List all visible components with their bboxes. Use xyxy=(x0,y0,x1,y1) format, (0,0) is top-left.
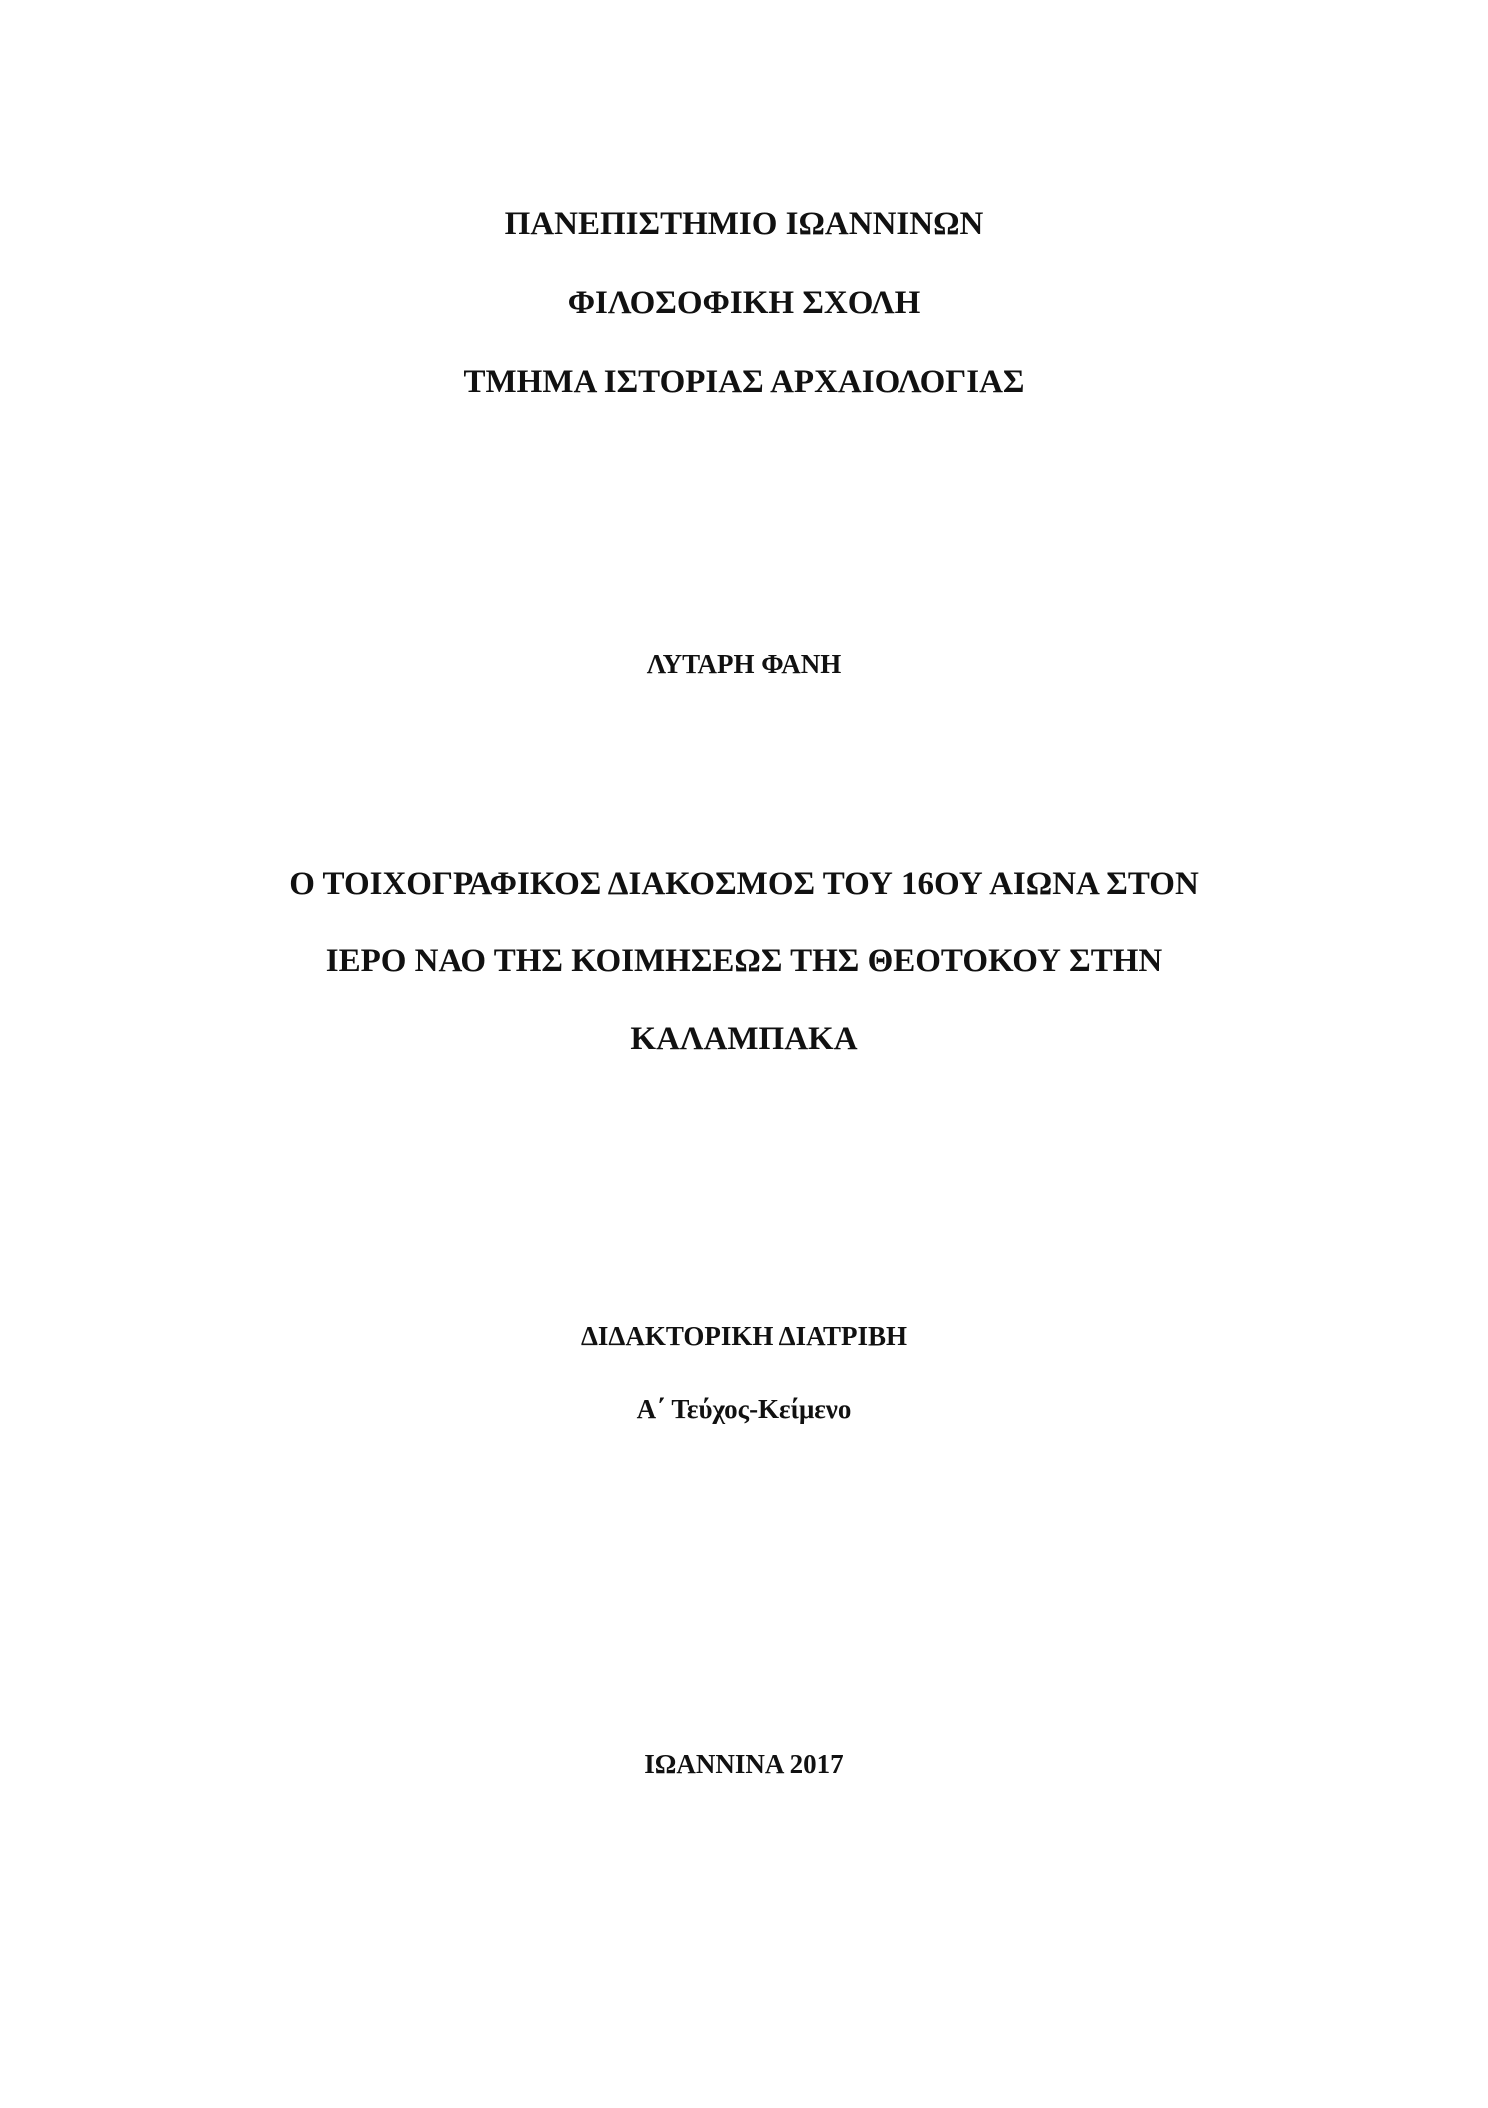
department-name: ΤΜΗΜΑ ΙΣΤΟΡΙΑΣ ΑΡΧΑΙΟΛΟΓΙΑΣ xyxy=(463,364,1025,400)
author-name: ΛΥΤΑΡΗ ΦΑΝΗ xyxy=(646,649,842,679)
thesis-title-line-3: ΚΑΛΑΜΠΑΚΑ xyxy=(630,1021,858,1057)
thesis-title-line-2: ΙΕΡΟ ΝΑΟ ΤΗΣ ΚΟΙΜΗΣΕΩΣ ΤΗΣ ΘΕΟΤΟΚΟΥ ΣΤΗΝ xyxy=(325,943,1163,979)
thesis-type: ΔΙΔΑΚΤΟΡΙΚΗ ΔΙΑΤΡΙΒΗ xyxy=(581,1321,907,1351)
school-name: ΦΙΛΟΣΟΦΙΚΗ ΣΧΟΛΗ xyxy=(567,285,921,321)
university-name: ΠΑΝΕΠΙΣΤΗΜΙΟ ΙΩΑΝΝΙΝΩΝ xyxy=(504,206,984,242)
volume-label: Α΄ Τεύχος-Κείμενο xyxy=(636,1394,852,1424)
place-and-year: ΙΩΑΝΝΙΝΑ 2017 xyxy=(644,1749,844,1779)
thesis-title-line-1: Ο ΤΟΙΧΟΓΡΑΦΙΚΟΣ ΔΙΑΚΟΣΜΟΣ ΤΟΥ 16ΟΥ ΑΙΩΝΑ ΣΤΟΝ xyxy=(289,866,1199,902)
